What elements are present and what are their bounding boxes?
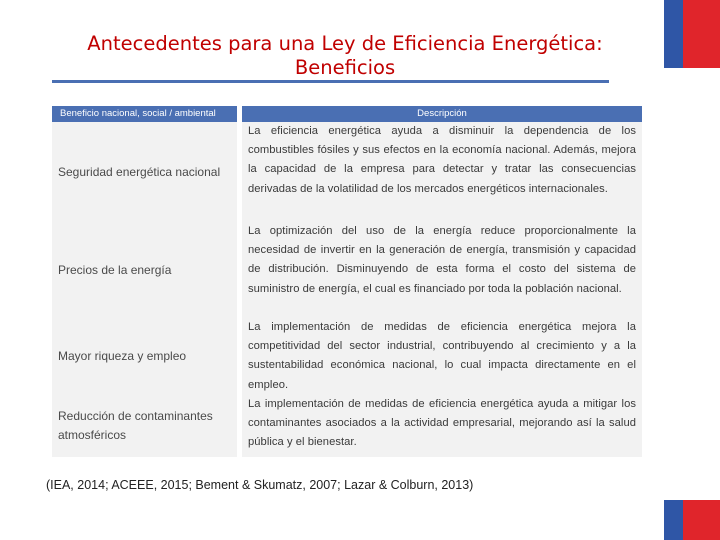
table-row: [52, 122, 642, 222]
benefit-description: La optimización del uso de la energía reduce proporcionalmente la necesidad de invertir en la generación de energía, transmisión y capacidad de distribución. Disminuyendo de esta forma el costo del sistema de suministro de energía, el cual es financiado por toda la población nacional.: [242, 222, 642, 318]
table-row: [52, 395, 642, 457]
flag-blue-band: [664, 0, 683, 68]
slide-title: Antecedentes para una Ley de Eficiencia Energética: Beneficios: [87, 32, 603, 79]
table-header-row: [52, 106, 642, 122]
table-row: [52, 318, 642, 395]
benefit-description: La eficiencia energética ayuda a disminuir la dependencia de los combustibles fósiles y sus efectos en la economía nacional. Además, mejora la capacidad de la empresa para detectar y tratar las consecuencias derivadas de la volatilidad de los mercados energéticos internacionales.: [242, 122, 642, 222]
benefit-description: La implementación de medidas de eficiencia energética mejora la competitividad del sector industrial, contribuyendo al crecimiento y a la sustentabilidad económica nacional, lo cual impacta directamente en el empleo.: [242, 318, 642, 395]
flag-red-band: [683, 0, 720, 68]
source-citation: (IEA, 2014; ACEEE, 2015; Bement & Skumatz, 2007; Lazar & Colburn, 2013): [46, 478, 474, 492]
table-row: [52, 222, 642, 318]
benefit-label: Mayor riqueza y empleo: [52, 318, 237, 395]
title-underline: [52, 80, 609, 83]
flag-blue-band: [664, 500, 683, 540]
header-description: Descripción: [242, 106, 642, 122]
benefit-label: Precios de la energía: [52, 222, 237, 318]
benefit-description: La implementación de medidas de eficiencia energética ayuda a mitigar los contaminantes asociados a la actividad empresarial, mejorando así la salud pública y el bienestar.: [242, 395, 642, 457]
benefit-label: Seguridad energética nacional: [52, 122, 237, 222]
header-benefit: Beneficio nacional, social / ambiental: [52, 106, 237, 122]
flag-stripe-bottom: [664, 500, 720, 540]
flag-stripe-top: [664, 0, 720, 68]
benefit-label: Reducción de contaminantes atmosféricos: [52, 395, 237, 457]
flag-red-band: [683, 500, 720, 540]
